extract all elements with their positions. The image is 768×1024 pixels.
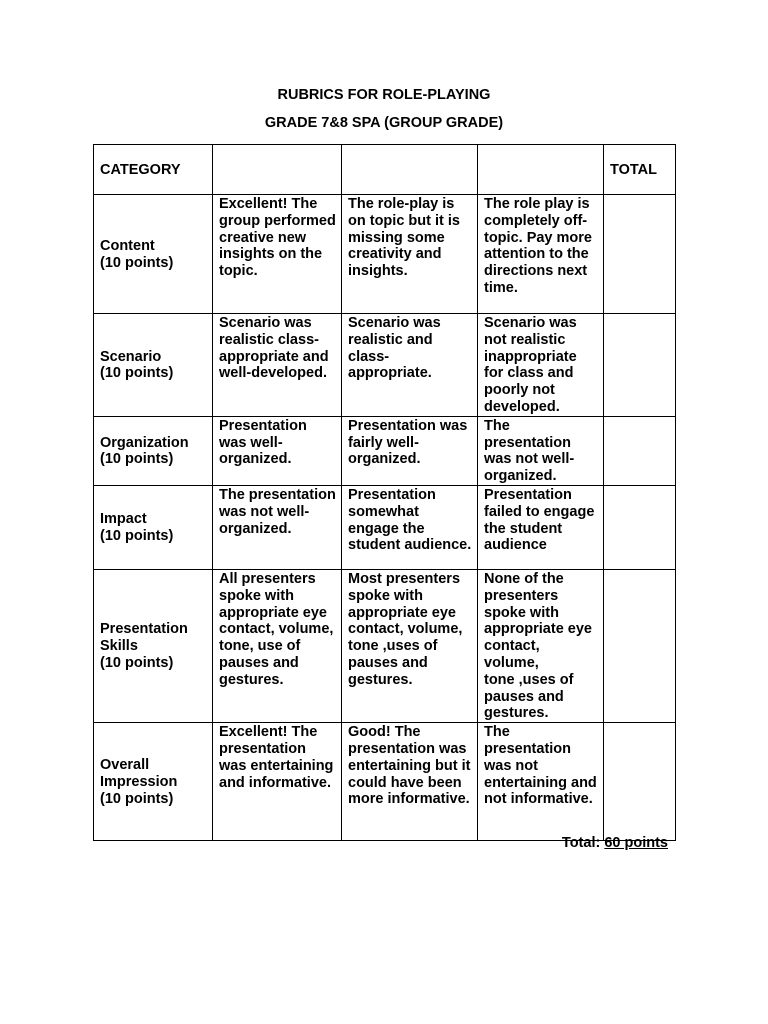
header-level-1 [213,145,342,195]
table-row [94,569,676,722]
level-cell: Scenario was realistic class-appropriate and well-developed. [213,314,342,417]
total-cell [604,723,676,841]
category-cell: Overall Impression (10 points) [94,723,213,841]
level-cell: Presentation somewhat engage the student audience. [342,485,478,569]
level-cell: Excellent! The group performed creative new insights on the topic. [213,195,342,314]
level-cell: Scenario was not realistic inappropriate for class and poorly not developed. [478,314,604,417]
level-cell: The presentation was not entertaining and not informative. [478,723,604,841]
level-cell: Good! The presentation was entertaining but it could have been more informative. [342,723,478,841]
total-cell [604,195,676,314]
level-cell: Scenario was realistic and class-appropriate. [342,314,478,417]
table-row [94,195,676,314]
level-cell: The presentation was not well-organized. [213,485,342,569]
category-cell: Scenario (10 points) [94,314,213,417]
category-cell: Content (10 points) [94,195,213,314]
table-row [94,723,676,841]
level-cell: Presentation was well-organized. [213,416,342,485]
document-subtitle: GRADE 7&8 SPA (GROUP GRADE) [264,115,504,131]
header-level-3 [478,145,604,195]
level-cell: Excellent! The presentation was entertaining and informative. [213,723,342,841]
rubric-table [93,144,676,841]
level-cell: Most presenters spoke with appropriate eye contact, volume, tone ,uses of pauses and gestures. [342,569,478,722]
header-category: CATEGORY [94,145,213,195]
level-cell: None of the presenters spoke with appropriate eye contact, volume, tone ,uses of pauses and gestures. [478,569,604,722]
grand-total-value: 60 points [604,835,668,851]
level-cell: Presentation failed to engage the student audience [478,485,604,569]
table-row [94,314,676,417]
table-row [94,485,676,569]
total-cell [604,314,676,417]
category-cell: Presentation Skills (10 points) [94,569,213,722]
total-cell [604,485,676,569]
grand-total-label: Total: [561,835,601,851]
total-cell [604,416,676,485]
level-cell: Presentation was fairly well-organized. [342,416,478,485]
grand-total [562,835,668,851]
total-cell [604,569,676,722]
level-cell: All presenters spoke with appropriate eye contact, volume, tone, use of pauses and gestures. [213,569,342,722]
header-total: TOTAL [604,145,676,195]
level-cell: The presentation was not well-organized. [478,416,604,485]
table-row [94,416,676,485]
level-cell: The role-play is on topic but it is missing some creativity and insights. [342,195,478,314]
category-cell: Organization (10 points) [94,416,213,485]
table-header-row [94,145,676,195]
level-cell: The role play is completely off-topic. Pay more attention to the directions next time. [478,195,604,314]
category-cell: Impact (10 points) [94,485,213,569]
header-level-2 [342,145,478,195]
document-title: RUBRICS FOR ROLE-PLAYING [277,87,491,103]
